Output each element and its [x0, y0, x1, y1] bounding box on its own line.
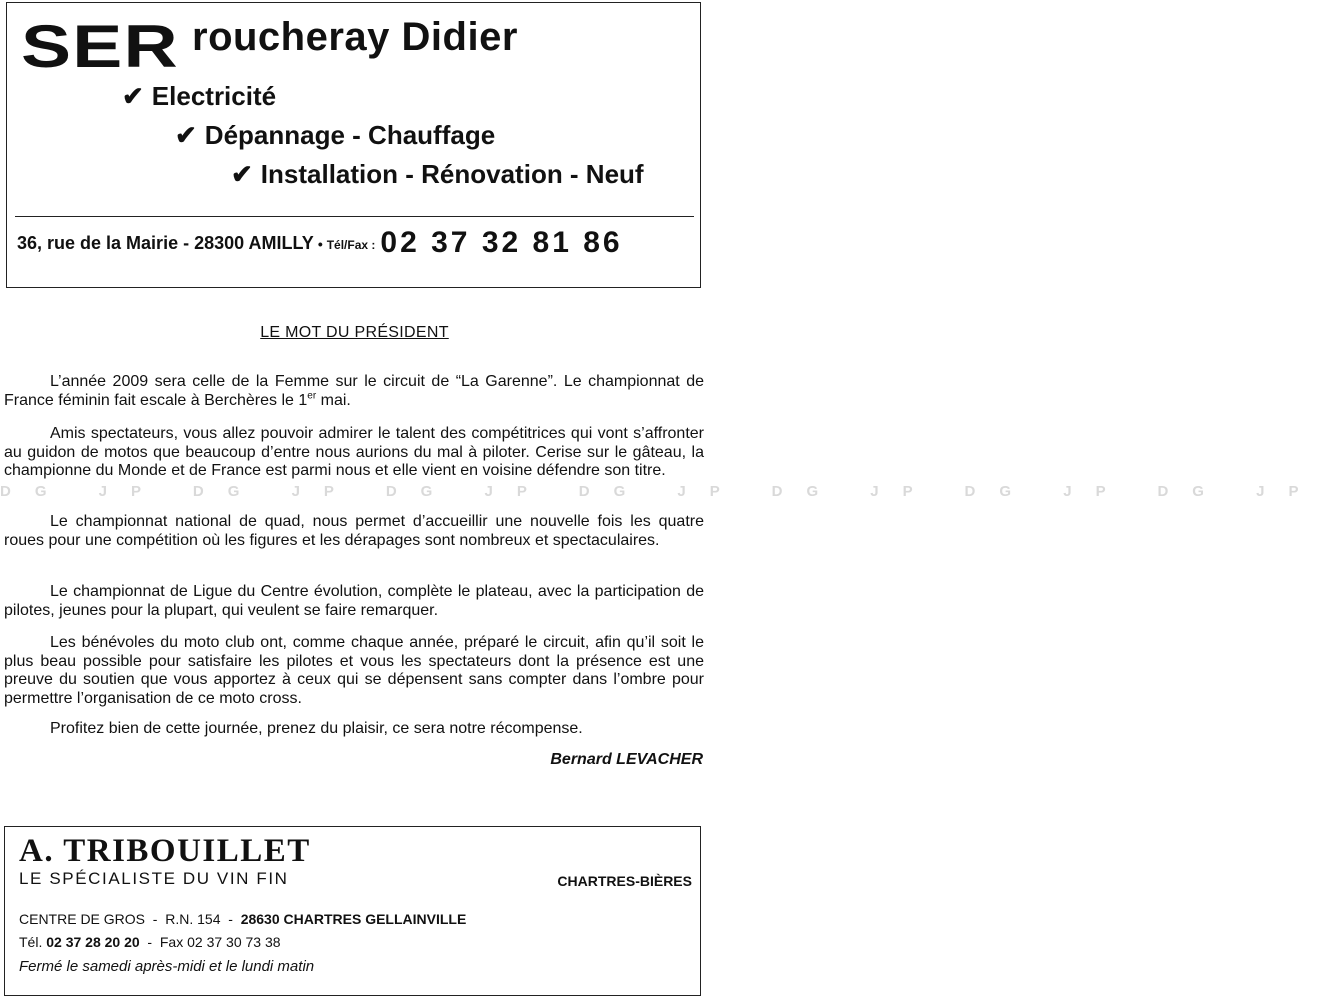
divider	[15, 216, 694, 217]
advertisement-electricien	[6, 2, 701, 288]
service-label: Installation - Rénovation - Neuf	[260, 159, 644, 189]
fax-number: - Fax 02 37 30 73 38	[139, 934, 281, 950]
service-item	[231, 159, 644, 189]
paragraph-text: mai.	[316, 391, 351, 409]
paragraph: Le championnat national de quad, nous permet d’accueillir une nouvelle fois les quatre roues pour une compétition où les figures et les dérapages sont nombreux et spectaculaires.	[4, 513, 704, 549]
check-icon: ✔	[231, 159, 253, 189]
company-name: A. TRIBOUILLET	[19, 833, 311, 869]
brand-row	[21, 13, 179, 80]
contact-row	[17, 228, 623, 260]
address-prefix: CENTRE DE GROS - R.N. 154 -	[19, 911, 241, 927]
ordinal-suffix: er	[307, 390, 317, 402]
tel-label: Tél/Fax :	[326, 238, 376, 252]
watermark: DG JP DG JP DG JP DG JP DG JP DG JP DG JP	[0, 483, 1322, 500]
advertisement-wine-merchant	[4, 826, 701, 996]
paragraph-text: L’année 2009 sera celle de la Femme sur le circuit de “La Garenne”. Le championnat de France féminin fait escale à Berchères le 1	[4, 373, 704, 409]
paragraph: Amis spectateurs, vous allez pouvoir admirer le talent des compétitrices qui vont s’affronter au guidon de motos que beaucoup d’entre nous aurions du mal à piloter. Cerise sur le gâteau, la championne du Monde et de France est parmi nous et elle vient en voisine défendre son titre.	[4, 425, 704, 479]
paragraph	[4, 373, 704, 410]
service-item	[175, 120, 495, 150]
company-tagline: LE SPÉCIALISTE DU VIN FIN	[19, 869, 289, 888]
company-city: CHARTRES-BIÈRES	[557, 873, 692, 889]
signature: Bernard LEVACHER	[550, 751, 703, 768]
check-icon: ✔	[175, 120, 197, 150]
service-item	[122, 81, 276, 111]
company-phone	[19, 934, 281, 950]
paragraph: Profitez bien de cette journée, prenez du plaisir, ce sera notre récompense.	[50, 720, 583, 737]
check-icon: ✔	[122, 81, 144, 111]
address-locality: 28630 CHARTRES GELLAINVILLE	[240, 911, 467, 927]
address: 36, rue de la Mairie - 28300 AMILLY	[17, 233, 314, 253]
service-label: Electricité	[151, 81, 277, 111]
opening-hours: Fermé le samedi après-midi et le lundi matin	[19, 958, 315, 975]
paragraph: Les bénévoles du moto club ont, comme chaque année, préparé le circuit, afin qu’il soit le plus beau possible pour satisfaire les pilotes et vous les spectateurs dont la présence est une preuve du soutien que vous apportez à ceux qui se dépensent sans compter dans l’ombre pour permettre l’organisation de ce moto cross.	[4, 634, 704, 707]
service-label: Dépannage - Chauffage	[204, 120, 496, 150]
business-name: roucheray Didier	[192, 15, 518, 59]
paragraph: Le championnat de Ligue du Centre évolution, complète le plateau, avec la participation de pilotes, jeunes pour la plupart, qui veulent se faire remarquer.	[4, 583, 704, 619]
article-title: LE MOT DU PRÉSIDENT	[260, 324, 449, 341]
brand-logo: SER	[21, 13, 179, 80]
tel-number: 02 37 28 20 20	[46, 934, 140, 950]
company-address	[19, 911, 466, 927]
phone-number: 02 37 32 81 86	[380, 226, 623, 259]
tel-label: Tél.	[19, 934, 47, 950]
bullet-icon: •	[317, 236, 323, 252]
